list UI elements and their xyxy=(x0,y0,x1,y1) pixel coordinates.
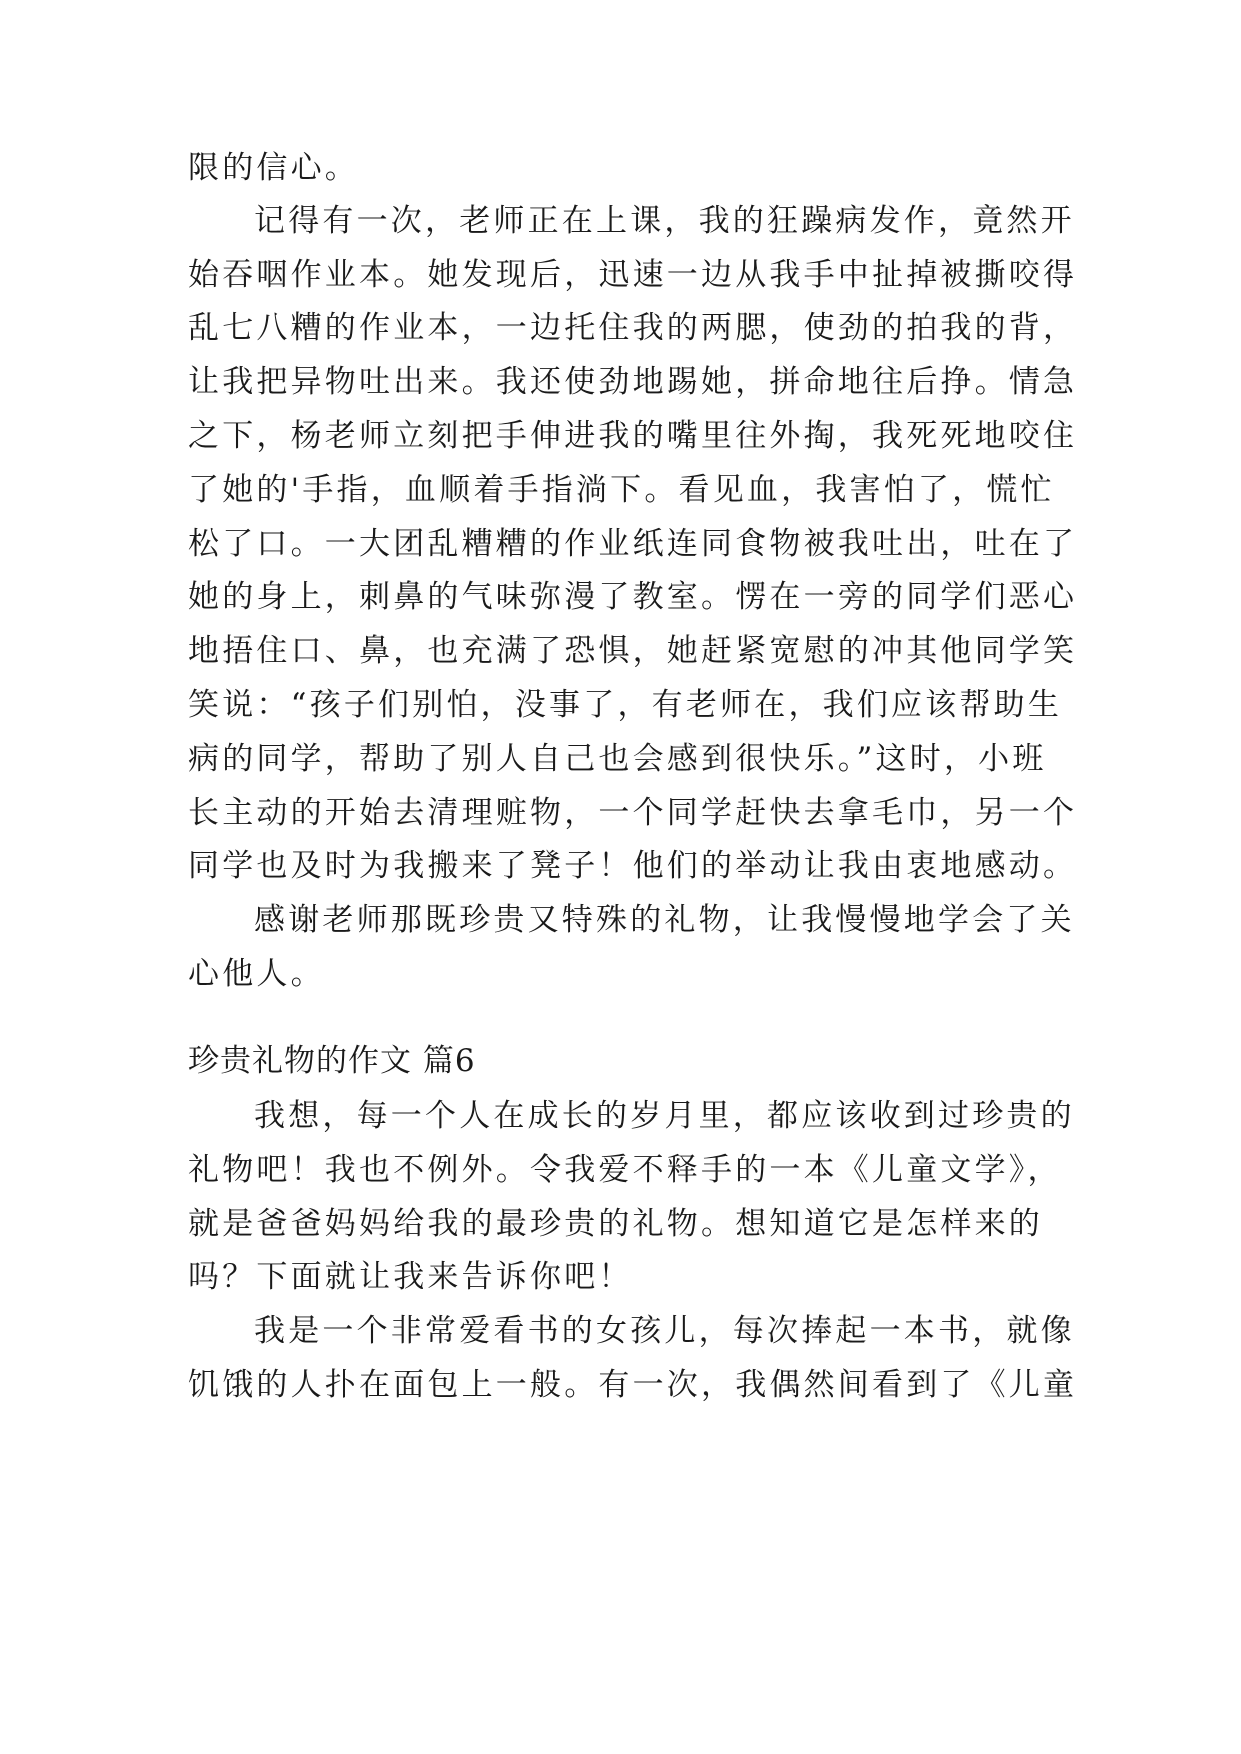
section-heading: 珍贵礼物的作文 篇6 xyxy=(188,1043,476,1079)
text-line: 让我把异物吐出来。我还使劲地踢她，拼命地往后挣。情急 xyxy=(188,364,1078,400)
text-line: 同学也及时为我搬来了凳子！他们的举动让我由衷地感动。 xyxy=(188,848,1078,884)
paragraph-start-line: 记得有一次，老师正在上课，我的狂躁病发作，竟然开 xyxy=(254,203,1075,239)
paragraph-start-line: 感谢老师那既珍贵又特殊的礼物，让我慢慢地学会了关 xyxy=(254,902,1075,938)
text-line: 她的身上，刺鼻的气味弥漫了教室。愣在一旁的同学们恶心 xyxy=(188,579,1078,615)
text-line: 地捂住口、鼻，也充满了恐惧，她赶紧宽慰的冲其他同学笑 xyxy=(188,633,1078,669)
text-line: 就是爸爸妈妈给我的最珍贵的礼物。想知道它是怎样来的 xyxy=(188,1206,1043,1242)
text-line: 笑说：“孩子们别怕，没事了，有老师在，我们应该帮助生 xyxy=(188,687,1063,723)
text-line: 始吞咽作业本。她发现后，迅速一边从我手中扯掉被撕咬得 xyxy=(188,257,1078,293)
paragraph-start-line: 我想，每一个人在成长的岁月里，都应该收到过珍贵的 xyxy=(254,1098,1075,1134)
text-line: 饥饿的人扑在面包上一般。有一次，我偶然间看到了《儿童 xyxy=(188,1367,1078,1403)
paragraph-start-line: 我是一个非常爱看书的女孩儿，每次捧起一本书，就像 xyxy=(254,1313,1075,1349)
text-line: 限的信心。 xyxy=(188,150,359,186)
text-line: 心他人。 xyxy=(188,956,325,992)
text-line: 礼物吧！我也不例外。令我爱不释手的一本《儿童文学》， xyxy=(188,1152,1062,1188)
text-line: 了她的'手指，血顺着手指淌下。看见血，我害怕了，慌忙 xyxy=(188,472,1055,508)
text-line: 病的同学，帮助了别人自己也会感到很快乐。”这时，小班 xyxy=(188,741,1047,777)
text-line: 吗？下面就让我来告诉你吧！ xyxy=(188,1259,633,1295)
text-line: 乱七八糟的作业本，一边托住我的两腮，使劲的拍我的背， xyxy=(188,310,1078,346)
text-line: 之下，杨老师立刻把手伸进我的嘴里往外掏，我死死地咬住 xyxy=(188,418,1078,454)
text-line: 长主动的开始去清理赃物，一个同学赶快去拿毛巾，另一个 xyxy=(188,795,1078,831)
text-line: 松了口。一大团乱糟糟的作业纸连同食物被我吐出，吐在了 xyxy=(188,526,1078,562)
